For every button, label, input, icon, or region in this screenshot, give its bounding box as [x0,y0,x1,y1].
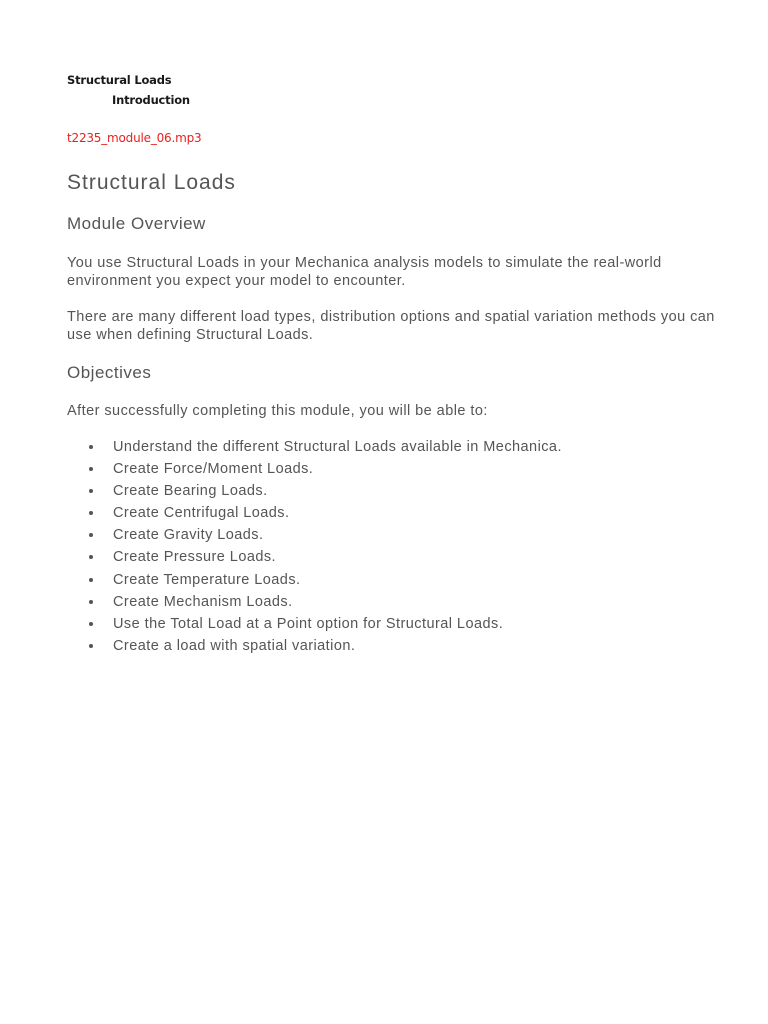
objectives-list [67,437,562,658]
bullet-icon [89,489,93,493]
list-item [67,481,562,503]
bullet-icon [89,622,93,626]
overview-paragraph: You use Structural Loads in your Mechanica analysis models to simulate the real-world environment you expect your model to encounter. [67,255,662,289]
list-item [67,437,562,459]
bullet-icon [89,644,93,648]
module-overview-heading: Module Overview [67,214,206,233]
page-title: Structural Loads [67,171,236,194]
overview-paragraph: There are many different load types, distribution options and spatial variation methods you can use when defining Structural Loads. [67,309,715,343]
breadcrumb-current[interactable]: Introduction [112,93,190,107]
list-item [67,503,562,525]
bullet-icon [89,533,93,537]
list-item [67,570,562,592]
list-item-text: Use the Total Load at a Point option for Structural Loads. [113,615,504,632]
bullet-icon [89,555,93,559]
list-item [67,636,562,658]
list-item-text: Understand the different Structural Loads available in Mechanica. [113,439,562,455]
objectives-heading: Objectives [67,363,152,382]
list-item-text: Create Temperature Loads. [113,571,301,588]
breadcrumb [67,70,190,110]
bullet-icon [89,511,93,515]
list-item-text: Create Bearing Loads. [113,483,268,500]
bullet-icon [89,445,93,449]
bullet-icon [89,578,93,582]
bullet-icon [89,467,93,471]
list-item [67,592,562,614]
list-item-text: Create Force/Moment Loads. [113,461,314,478]
list-item [67,547,562,569]
breadcrumb-parent[interactable]: Structural Loads [67,73,172,87]
list-item [67,459,562,481]
list-item-text: Create Pressure Loads. [113,549,277,566]
objectives-intro: After successfully completing this module, you will be able to: [67,403,488,419]
list-item [67,614,562,636]
list-item [67,525,562,547]
list-item-text: Create Gravity Loads. [113,527,264,544]
list-item-text: Create Centrifugal Loads. [113,505,290,522]
list-item-text: Create a load with spatial variation. [113,637,356,654]
list-item-text: Create Mechanism Loads. [113,593,293,610]
audio-file-link[interactable]: t2235_module_06.mp3 [67,131,202,145]
bullet-icon [89,600,93,604]
